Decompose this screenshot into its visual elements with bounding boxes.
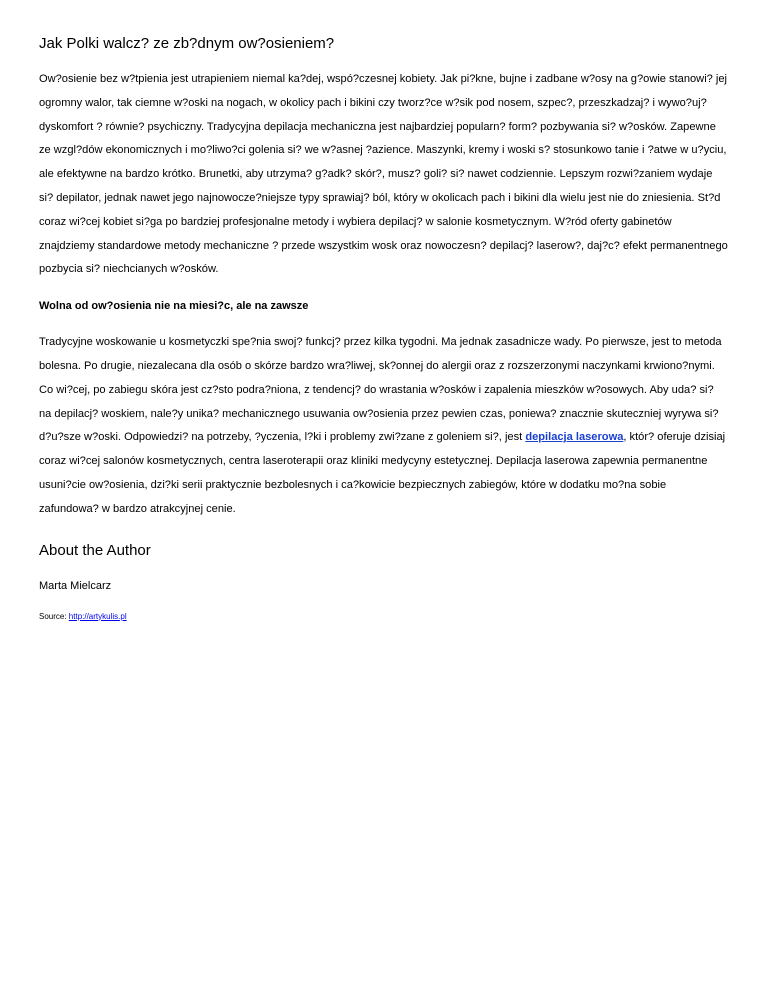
paragraph-2-text-before-link: Tradycyjne woskowanie u kosmetyczki spe?nia swoj? funkcj? przez kilka tygodni. Ma jednak zasadnicze wady. Po pierwsze, jest to metoda bolesna. Po drugie, niezalecana dla osób o skórze bardzo wra?liwej, sk?onnej do alergii oraz z rozszerzonymi naczynkami krwiono?nymi. Co wi?cej, po zabiegu skóra jest cz?sto podra?niona, z tendencj? do wrastania w?osków i zapalenia mieszków w?osowych. Aby uda? si? na depilacj? woskiem, nale?y unika? mechanicznego usuwania ow?osienia przez pewien czas, poniewa? znacznie skuteczniej wyrywa si? d?u?sze w?oski. Odpowiedzi? na potrzeby, ?yczenia, l?ki i problemy zwi?zane z goleniem si?, jest [39, 336, 722, 444]
article-subheading: Wolna od ow?osienia nie na miesi?c, ale na zawsze [39, 300, 309, 313]
source-label: Source: [39, 611, 69, 621]
depilacja-laserowa-link[interactable]: depilacja laserowa [525, 431, 624, 444]
article-paragraph-2 [39, 331, 728, 521]
author-name: Marta Mielcarz [39, 579, 112, 592]
article-paragraph-1: Ow?osienie bez w?tpienia jest utrapieniem niemal ka?dej, wspó?czesnej kobiety. Jak pi?kne, bujne i zadbane w?osy na g?owie stanowi? jej ogromny walor, tak ciemne w?oski na nogach, w okolicy pach i bikini czy tworz?ce w?sik pod nosem, szpec?, przeszkadzaj? i wywo?uj? dyskomfort ? równie? psychiczny. Tradycyjna depilacja mechaniczna jest najbardziej popularn? form? pozbywania si? w?osków. Zapewne ze wzgl?dów ekonomicznych i mo?liwo?ci golenia si? we w?asnej ?azience. Maszynki, kremy i woski s? stosunkowo tanie i ?atwe w u?yciu, ale efektywne na bardzo krótko. Brunetki, aby utrzyma? g?adk? skór?, musz? goli? si? nawet codziennie. Lepszym rozwi?zaniem wydaje si? depilator, jednak nawet jego najnowocze?niejsze typy sprawiaj? ból, który w okolicach pach i bikini dla wielu jest nie do zniesienia. St?d coraz wi?cej kobiet si?ga po bardziej profesjonalne metody i wybiera depilacj? w salonie kosmetycznym. W?ród oferty gabinetów znajdziemy standardowe metody mechaniczne ? przede wszystkim wosk oraz nowoczesn? depilacj? laserow?, daj?c? efekt permanentnego pozbycia si? niechcianych w?osków. [39, 73, 728, 276]
source-link[interactable]: http://artykulis.pl [68, 611, 127, 621]
paragraph-2-text-after-link: , któr? oferuje dzisiaj coraz wi?cej salonów kosmetycznych, centra laseroterapii oraz kliniki medycyny estetycznej. Depilacja laserowa zapewnia permanentne usuni?cie ow?osienia, dzi?ki serii praktycznie bezbolesnych i ca?kowicie bezpiecznych zabiegów, które w dodatku mo?na sobie zafundowa? w bardzo atrakcyjnej cenie. [39, 431, 726, 515]
about-author-heading: About the Author [39, 541, 151, 559]
source-line [39, 612, 728, 622]
article-title: Jak Polki walcz? ze zb?dnym ow?osieniem? [39, 35, 335, 52]
